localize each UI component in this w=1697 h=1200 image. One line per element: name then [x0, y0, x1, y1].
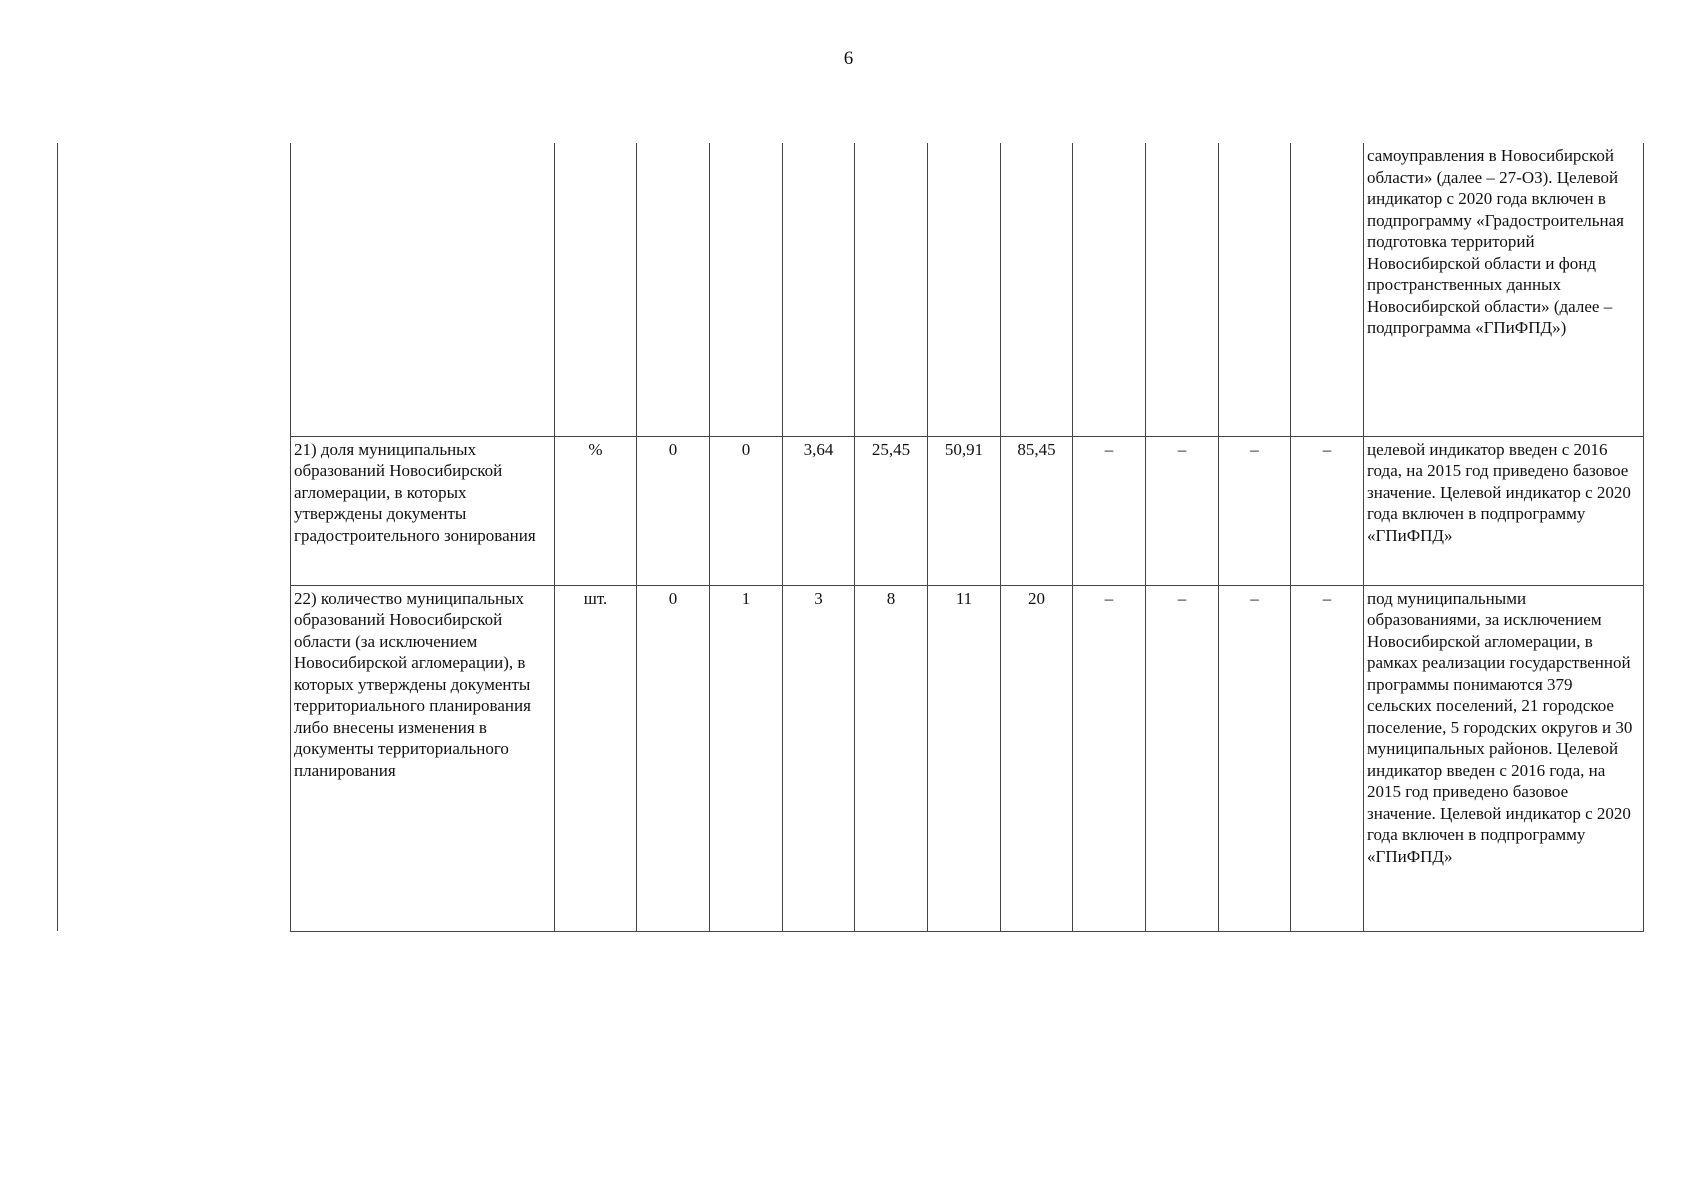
- unit-cell: %: [555, 436, 637, 585]
- value-cell: [1291, 143, 1364, 436]
- value-cell: –: [1073, 436, 1146, 585]
- value-cell: 3,64: [783, 436, 855, 585]
- value-cell: [1073, 143, 1146, 436]
- value-cell: 0: [637, 436, 710, 585]
- unit-cell: [555, 143, 637, 436]
- value-cell: 1: [710, 585, 783, 931]
- table-row: [291, 436, 1644, 585]
- value-cell: [783, 143, 855, 436]
- value-cell: –: [1146, 436, 1219, 585]
- value-cell: [1001, 143, 1073, 436]
- value-cell: –: [1291, 436, 1364, 585]
- value-cell: 0: [710, 436, 783, 585]
- note-cell: самоуправления в Новосибирской области» (далее – 27-ОЗ). Целевой индикатор с 2020 года включен в подпрограмму «Градостроительная подготовка территорий Новосибирской области и фонд пространственных данных Новосибирской области» (далее – подпрограмма «ГПиФПД»): [1364, 143, 1644, 436]
- value-cell: –: [1219, 585, 1291, 931]
- indicators-table: [290, 143, 1644, 932]
- value-cell: –: [1291, 585, 1364, 931]
- indicator-name-cell: 22) количество муниципальных образований Новосибирской области (за исключением Новосибирской агломерации), в которых утверждены документы территориального планирования либо внесены изменения в документы территориального планирования: [291, 585, 555, 931]
- value-cell: [928, 143, 1001, 436]
- value-cell: [637, 143, 710, 436]
- indicator-name-cell: [291, 143, 555, 436]
- indicator-name-cell: 21) доля муниципальных образований Новосибирской агломерации, в которых утверждены документы градостроительного зонирования: [291, 436, 555, 585]
- value-cell: –: [1146, 585, 1219, 931]
- unit-cell: шт.: [555, 585, 637, 931]
- value-cell: 0: [637, 585, 710, 931]
- table-row: [291, 143, 1644, 436]
- note-cell: целевой индикатор введен с 2016 года, на 2015 год приведено базовое значение. Целевой индикатор с 2020 года включен в подпрограмму «ГПиФПД»: [1364, 436, 1644, 585]
- value-cell: [855, 143, 928, 436]
- value-cell: 25,45: [855, 436, 928, 585]
- value-cell: 20: [1001, 585, 1073, 931]
- value-cell: –: [1219, 436, 1291, 585]
- value-cell: 50,91: [928, 436, 1001, 585]
- value-cell: [1219, 143, 1291, 436]
- left-margin-line: [57, 143, 58, 931]
- value-cell: 8: [855, 585, 928, 931]
- page-number: 6: [843, 48, 854, 69]
- value-cell: 3: [783, 585, 855, 931]
- value-cell: –: [1073, 585, 1146, 931]
- value-cell: [1146, 143, 1219, 436]
- table-row: [291, 585, 1644, 931]
- value-cell: 11: [928, 585, 1001, 931]
- value-cell: [710, 143, 783, 436]
- note-cell: под муниципальными образованиями, за исключением Новосибирской агломерации, в рамках реализации государственной программы понимаются 379 сельских поселений, 21 городское поселение, 5 городских округов и 30 муниципальных районов. Целевой индикатор введен с 2016 года, на 2015 год приведено базовое значение. Целевой индикатор с 2020 года включен в подпрограмму «ГПиФПД»: [1364, 585, 1644, 931]
- value-cell: 85,45: [1001, 436, 1073, 585]
